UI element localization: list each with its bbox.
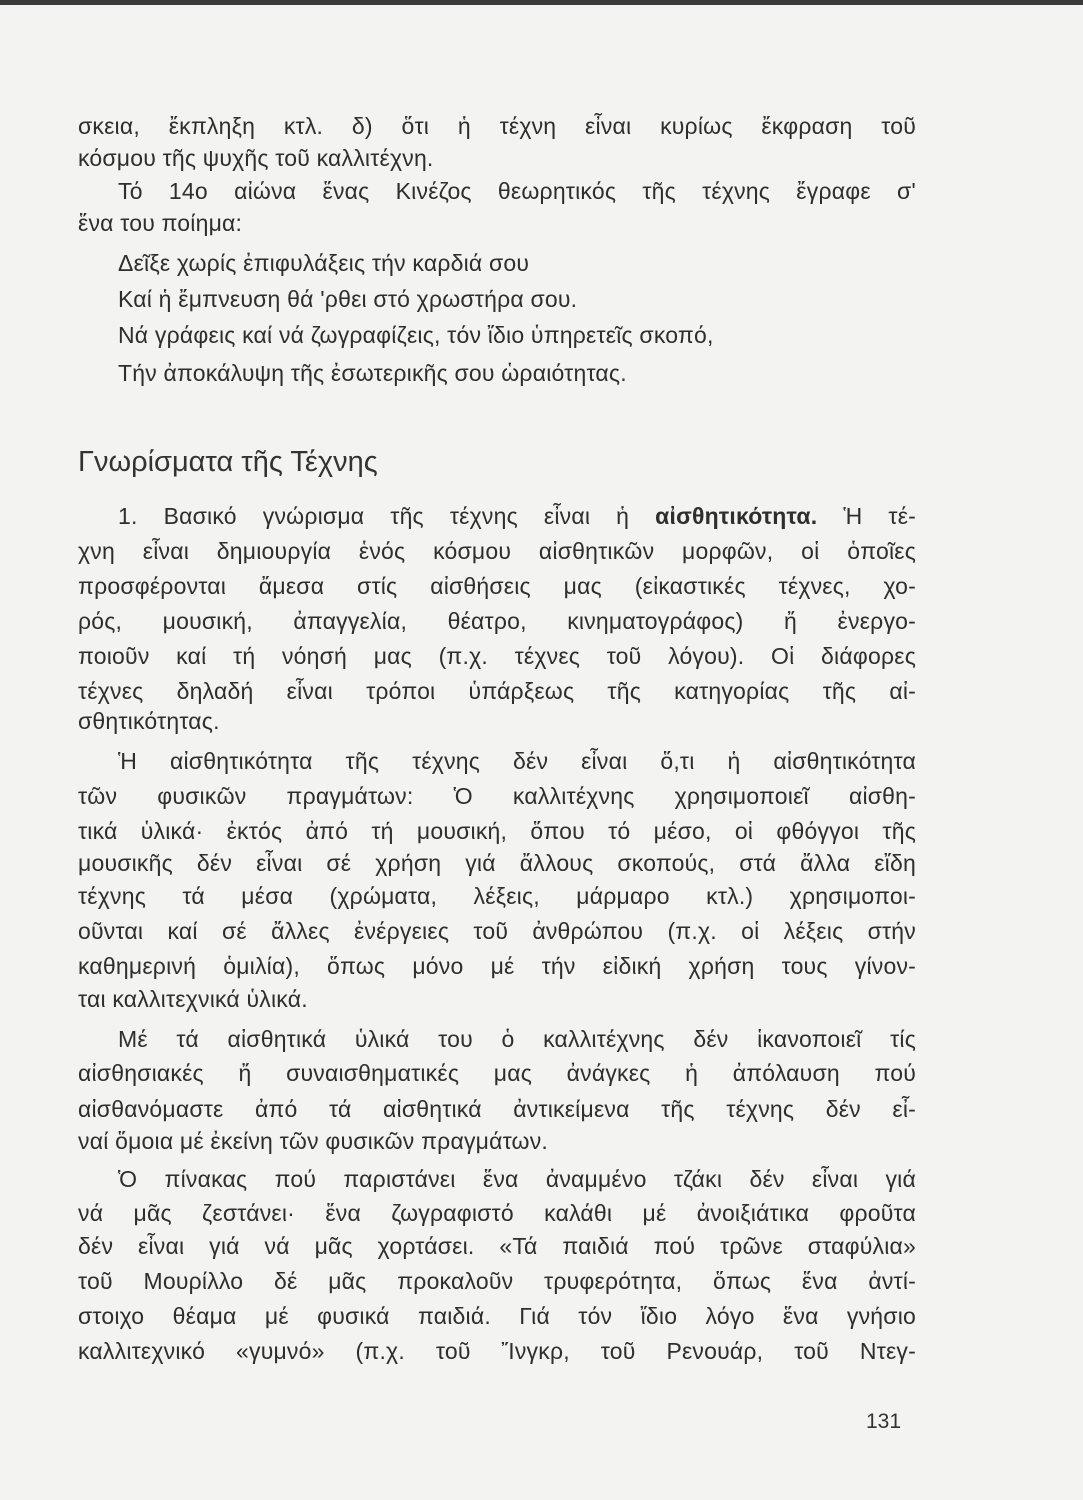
text-line: Καί ἡ ἔμπνευση θά 'ρθει στό χρωστήρα σου. — [118, 286, 578, 312]
text-line — [118, 501, 916, 531]
section-heading: Γνωρίσματα τῆς Τέχνης — [78, 446, 378, 478]
text-line: τοῦ Μουρίλλο δέ μᾶς προκαλοῦν τρυφερότητα, ὅπως ἕνα ἀντί- — [78, 1268, 916, 1294]
text-line: ρός, μουσική, ἀπαγγελία, θέατρο, κινηματογράφος) ἤ ἐνεργο- — [78, 608, 916, 634]
text-line: νά μᾶς ζεστάνει· ἕνα ζωγραφιστό καλάθι μέ ἀνοιξιάτικα φροῦτα — [78, 1200, 916, 1226]
text-line: κόσμου τῆς ψυχῆς τοῦ καλλιτέχνη. — [78, 145, 434, 171]
text-line: αἰσθανόμαστε ἀπό τά αἰσθητικά ἀντικείμενα τῆς τέχνης δέν εἶ- — [78, 1096, 916, 1122]
text-line: Νά γράφεις καί νά ζωγραφίζεις, τόν ἴδιο ὑπηρετεῖς σκοπό, — [118, 322, 714, 348]
text-line: Τό 14ο αἰώνα ἕνας Κινέζος θεωρητικός τῆς τέχνης ἔγραφε σ' — [118, 178, 916, 204]
text-line: οῦνται καί σέ ἄλλες ἐνέργειες τοῦ ἀνθρώπου (π.χ. οἱ λέξεις στήν — [78, 918, 916, 944]
text-line: Τήν ἀποκάλυψη τῆς ἐσωτερικῆς σου ὡραιότητας. — [118, 360, 627, 386]
text-line: Μέ τά αἰσθητικά ὑλικά του ὁ καλλιτέχνης δέν ἱκανοποιεῖ τίς — [118, 1026, 916, 1052]
bold-term: αἰσθητικότητα. — [655, 503, 818, 529]
text-line: σκεια, ἔκπληξη κτλ. δ) ὅτι ἡ τέχνη εἶναι κυρίως ἔκφραση τοῦ — [78, 113, 916, 139]
text-line: ποιοῦν καί τή νόησή μας (π.χ. τέχνες τοῦ λόγου). Οἱ διάφορες — [78, 643, 916, 669]
text-line: στοιχο θέαμα μέ φυσικά παιδιά. Γιά τόν ἴδιο λόγο ἕνα γνήσιο — [78, 1303, 916, 1329]
text-line: Δεῖξε χωρίς ἐπιφυλάξεις τήν καρδιά σου — [118, 250, 530, 276]
text-line: καλλιτεχνικό «γυμνό» (π.χ. τοῦ Ἴνγκρ, τοῦ Ρενουάρ, τοῦ Ντεγ- — [78, 1338, 916, 1364]
text-line: ἕνα του ποίημα: — [78, 210, 243, 236]
text-span: Ἡ τέ- — [817, 503, 916, 529]
text-line: Ἡ αἰσθητικότητα τῆς τέχνης δέν εἶναι ὅ,τι ἡ αἰσθητικότητα — [118, 748, 916, 774]
text-line: τέχνες δηλαδή εἶναι τρόποι ὑπάρξεως τῆς κατηγορίας τῆς αἰ- — [78, 678, 916, 704]
text-line: τῶν φυσικῶν πραγμάτων: Ὁ καλλιτέχνης χρησιμοποιεῖ αἰσθη- — [78, 783, 916, 809]
text-line: Ὁ πίνακας πού παριστάνει ἕνα ἀναμμένο τζάκι δέν εἶναι γιά — [118, 1166, 916, 1192]
text-line: χνη εἶναι δημιουργία ἑνός κόσμου αἰσθητικῶν μορφῶν, οἱ ὁποῖες — [78, 538, 916, 564]
text-line: τικά ὑλικά· ἐκτός ἀπό τή μουσική, ὅπου τό μέσο, οἱ φθόγγοι τῆς — [78, 818, 916, 844]
text-line: ται καλλιτεχνικά ὑλικά. — [78, 986, 308, 1012]
scan-top-edge — [0, 0, 1083, 5]
page-number: 131 — [866, 1410, 902, 1433]
text-line: μουσικῆς δέν εἶναι σέ χρήση γιά ἄλλους σκοπούς, στά ἄλλα εἴδη — [78, 850, 916, 876]
text-line: τέχνης τά μέσα (χρώματα, λέξεις, μάρμαρο κτλ.) χρησιμοποι- — [78, 883, 916, 909]
text-span: 1. Βασικό γνώρισμα τῆς τέχνης εἶναι ἡ — [118, 503, 656, 529]
text-line: δέν εἶναι γιά νά μᾶς χορτάσει. «Τά παιδιά πού τρῶνε σταφύλια» — [78, 1233, 916, 1259]
text-line: ναί ὅμοια μέ ἐκείνη τῶν φυσικῶν πραγμάτων. — [78, 1128, 549, 1154]
text-line: αἰσθησιακές ἤ συναισθηματικές μας ἀνάγκες ἡ ἀπόλαυση πού — [78, 1060, 916, 1086]
text-line: σθητικότητας. — [78, 708, 220, 734]
text-line: καθημερινή ὁμιλία), ὅπως μόνο μέ τήν εἰδική χρήση τους γίνον- — [78, 953, 916, 979]
text-line: προσφέρονται ἄμεσα στίς αἰσθήσεις μας (εἰκαστικές τέχνες, χο- — [78, 573, 916, 599]
